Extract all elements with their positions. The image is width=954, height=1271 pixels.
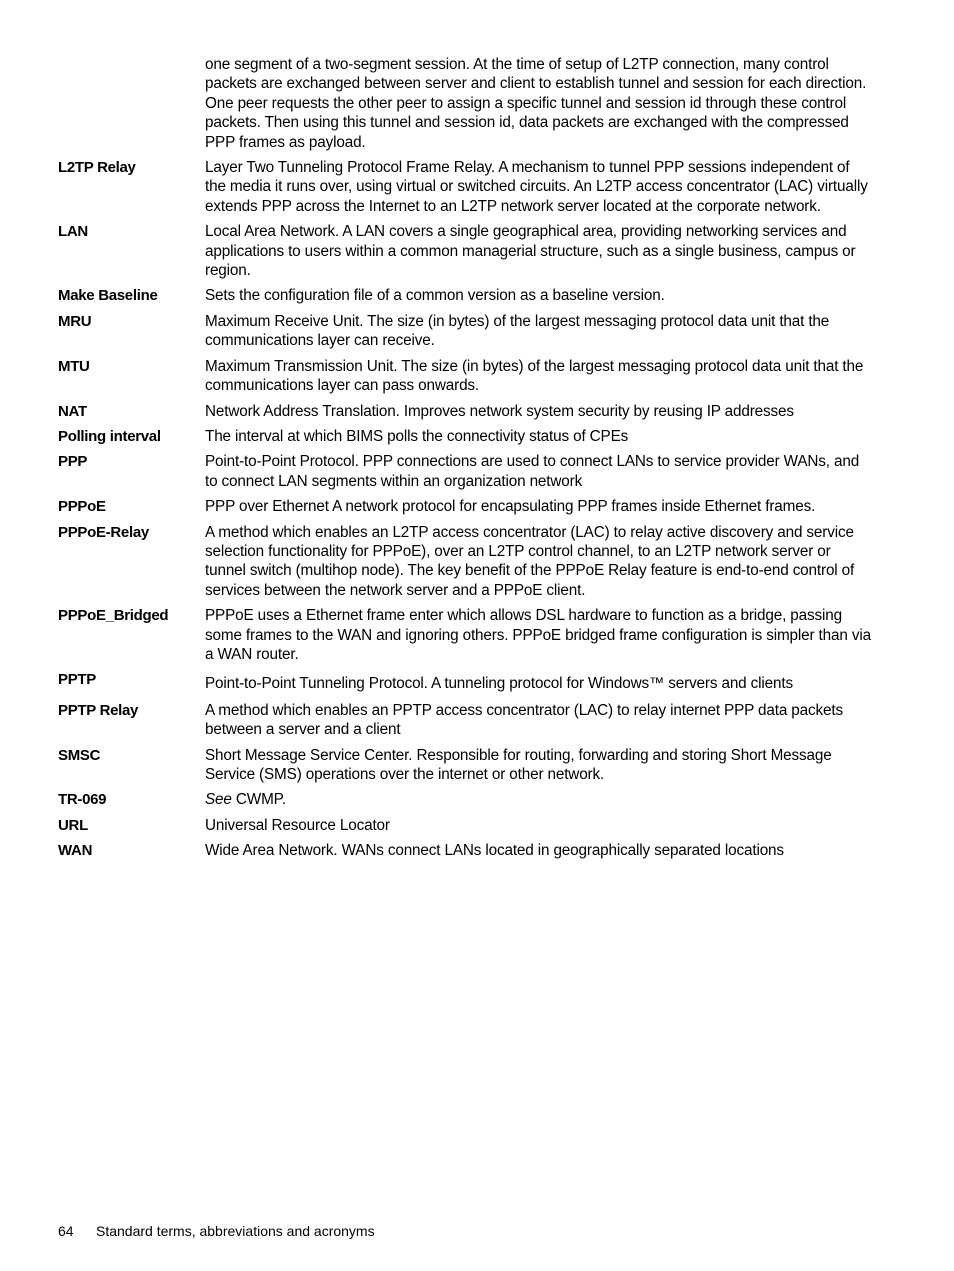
glossary-term: PPPoE_Bridged: [58, 607, 169, 625]
glossary-term: MRU: [58, 312, 92, 330]
glossary-entry-pppoe-bridged: [58, 606, 873, 664]
glossary-definition: Maximum Transmission Unit. The size (in bytes) of the largest messaging protocol data unit that the communications layer can pass onwards.: [205, 357, 864, 395]
glossary-definition: The interval at which BIMS polls the connectivity status of CPEs: [205, 427, 629, 445]
section-title: Standard terms, abbreviations and acronyms: [96, 1223, 375, 1239]
glossary-term: PPTP Relay: [58, 701, 139, 719]
glossary-definition: Universal Resource Locator: [205, 816, 390, 834]
glossary-term: MTU: [58, 357, 90, 375]
glossary-entry-pptp: [58, 670, 873, 693]
glossary-entry-pptp-relay: [58, 701, 873, 740]
glossary-entry-mru: [58, 312, 873, 351]
glossary-definition: Maximum Receive Unit. The size (in bytes) of the largest messaging protocol data unit that the communications layer can receive.: [205, 312, 830, 350]
glossary-term: PPPoE: [58, 498, 106, 516]
glossary-term: LAN: [58, 223, 88, 241]
glossary-term: WAN: [58, 842, 93, 860]
glossary-definition: Point-to-Point Tunneling Protocol. A tunneling protocol for Windows™ servers and clients: [205, 675, 793, 693]
glossary-entry-make-baseline: [58, 286, 873, 305]
glossary-term: Make Baseline: [58, 287, 158, 305]
glossary-entry-lan: [58, 222, 873, 280]
glossary-definition: Sets the configuration file of a common version as a baseline version.: [205, 287, 665, 305]
glossary-entry-polling-interval: [58, 427, 873, 446]
page-footer: [58, 1222, 375, 1241]
see-reference-target: CWMP.: [231, 791, 286, 809]
glossary-term: NAT: [58, 402, 87, 420]
glossary-entry-pppoe-relay: [58, 523, 873, 601]
page-number: 64: [58, 1223, 74, 1239]
glossary-list: [58, 55, 873, 861]
glossary-entry-nat: [58, 402, 873, 421]
glossary-definition: Network Address Translation. Improves network system security by reusing IP addresses: [205, 402, 794, 420]
glossary-entry-tr-069: [58, 790, 873, 809]
glossary-entry-l2tp-relay: [58, 158, 873, 216]
glossary-entry-smsc: [58, 746, 873, 785]
glossary-entry-wan: [58, 841, 873, 860]
glossary-term: TR-069: [58, 791, 107, 809]
glossary-definition: [205, 790, 873, 809]
glossary-definition: Layer Two Tunneling Protocol Frame Relay. A mechanism to tunnel PPP sessions independent of the media it runs over, using virtual or switched circuits. An L2TP access concentrator (LAC) virtually extends PPP across the Internet to an L2TP network server located at the corporate network.: [205, 159, 868, 215]
glossary-definition: PPP over Ethernet A network protocol for encapsulating PPP frames inside Ethernet frames.: [205, 498, 816, 516]
glossary-entry-continuation: [58, 55, 873, 152]
glossary-definition: Point-to-Point Protocol. PPP connections are used to connect LANs to service provider WANs, and to connect LAN segments within an organization network: [205, 453, 860, 490]
glossary-definition: A method which enables an L2TP access concentrator (LAC) to relay active discovery and service selection functionality for PPPoE), over an L2TP control channel, to an L2TP network server or tunnel switch (multihop node). The key benefit of the PPPoE Relay feature is end-to-end control of services between the network server and a PPPoE client.: [205, 523, 855, 599]
glossary-entry-mtu: [58, 357, 873, 396]
glossary-term: PPPoE-Relay: [58, 523, 149, 541]
glossary-term: Polling interval: [58, 427, 161, 445]
glossary-definition: Local Area Network. A LAN covers a single geographical area, providing networking services and applications to users within a common managerial structure, such as a single business, campus or region.: [205, 223, 856, 280]
glossary-definition: A method which enables an PPTP access concentrator (LAC) to relay internet PPP data packets between a server and a client: [205, 701, 843, 739]
glossary-term: L2TP Relay: [58, 159, 136, 177]
glossary-definition: Short Message Service Center. Responsible for routing, forwarding and storing Short Message Service (SMS) operations over the internet or other network.: [205, 746, 832, 783]
glossary-term: URL: [58, 816, 88, 834]
glossary-entry-ppp: [58, 452, 873, 491]
glossary-definition: one segment of a two-segment session. At the time of setup of L2TP connection, many control packets are exchanged between server and client to establish tunnel and session for each direction. One peer requests the other peer to assign a specific tunnel and session id through these control packets. Then using this tunnel and session id, data packets are exchanged with the compressed PPP frames as payload.: [205, 56, 867, 151]
glossary-entry-pppoe: [58, 497, 873, 516]
see-reference-prefix: See: [205, 791, 232, 809]
glossary-term: PPP: [58, 453, 88, 471]
glossary-term: SMSC: [58, 746, 101, 764]
glossary-term: PPTP: [58, 671, 96, 689]
glossary-definition: Wide Area Network. WANs connect LANs located in geographically separated locations: [205, 842, 784, 860]
glossary-entry-url: [58, 816, 873, 835]
glossary-definition: PPPoE uses a Ethernet frame enter which allows DSL hardware to function as a bridge, passing some frames to the WAN and ignoring others. PPPoE bridged frame configuration is simpler than via a WAN router.: [205, 607, 871, 663]
